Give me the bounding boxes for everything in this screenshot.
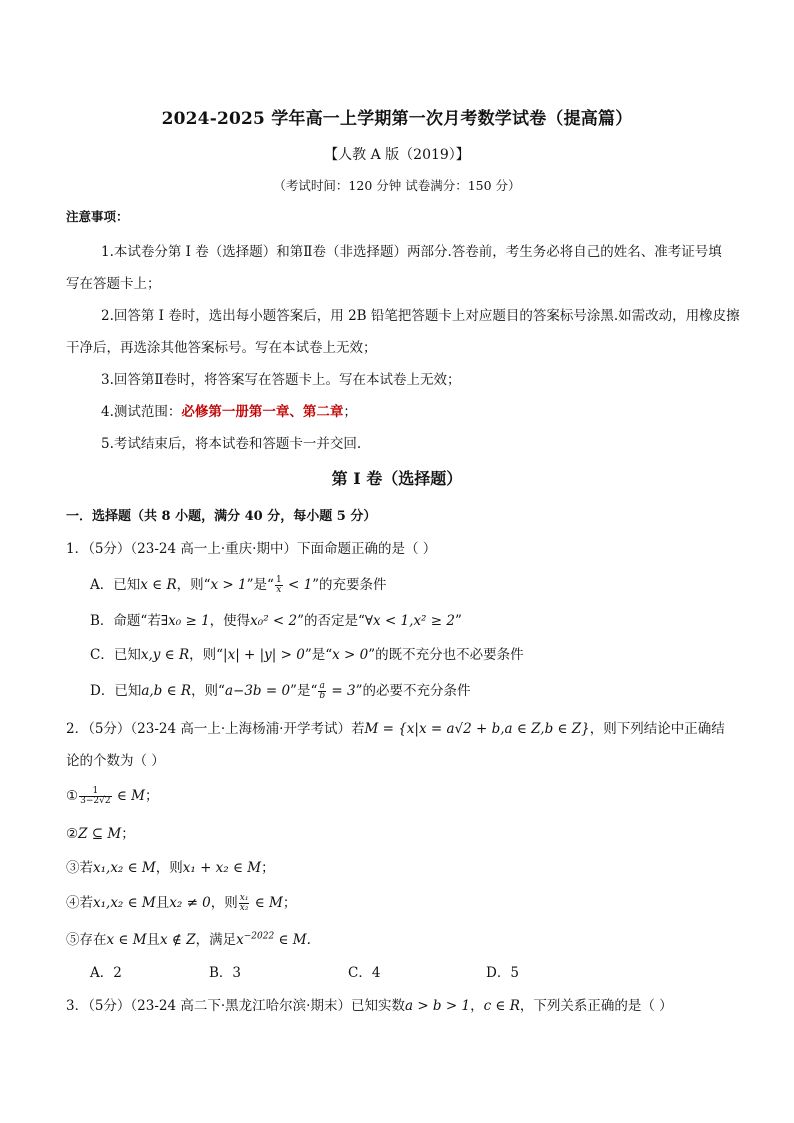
math: < 1 <box>283 577 313 593</box>
question-1-stem: 1．（5分）（23-24 高一上·重庆·期中）下面命题正确的是（ ） <box>66 541 437 557</box>
notice-item-2-line-2: 干净后，再选涂其他答案标号。写在本试卷上无效； <box>66 340 377 356</box>
question-2-statement-5 <box>66 928 311 948</box>
text: ； <box>261 860 275 876</box>
text: ”是“ <box>290 683 318 699</box>
exam-info: （考试时间：120 分钟 试卷满分：150 分） <box>273 178 521 193</box>
part-heading: 一．选择题（共 8 小题，满分 40 分，每小题 5 分） <box>66 509 377 524</box>
text: 且 <box>155 895 170 911</box>
math: x₀² < 2 <box>250 613 298 629</box>
text: A．已知 <box>90 577 141 593</box>
edition-label: 【人教 A 版（2019）】 <box>324 147 470 163</box>
text: ，则“ <box>189 647 224 663</box>
math: ∃x₀ ≥ 1 <box>160 613 210 629</box>
math: a > b > 1 <box>404 998 471 1014</box>
math: x ∉ Z <box>160 932 196 948</box>
notice-item-2-line-1: 2.回答第 I 卷时，选出每小题答案后，用 2B 铅笔把答题卡上对应题目的答案标号涂黑.如需改动，用橡皮擦 <box>101 308 740 324</box>
math: x₁ + x₂ ∈ M <box>182 860 262 876</box>
circled-number: ④ <box>66 895 80 911</box>
denominator: 3−2√2 <box>80 796 111 806</box>
text: 3．（5分）（23-24 高二下·黑龙江哈尔滨·期末）已知实数 <box>66 998 405 1014</box>
exam-title: 2024-2025 学年高一上学期第一次月考数学试卷（提高篇） <box>161 109 633 129</box>
question-2-choice-b: B．3 <box>209 965 242 981</box>
notice-item-4-prefix: 4.测试范围： <box>101 404 182 420</box>
fraction <box>318 682 326 701</box>
denominator: x₂ <box>239 903 249 913</box>
text: ”是“ <box>246 577 274 593</box>
math: a−3b = 0 <box>224 683 291 699</box>
math: ∀x < 1,x² ≥ 2 <box>364 613 455 629</box>
text: ； <box>121 826 135 842</box>
question-2-statement-3 <box>66 856 275 876</box>
text: 若 <box>79 860 93 876</box>
text: ， <box>470 998 484 1014</box>
fraction <box>239 894 250 913</box>
denominator: b <box>319 691 326 701</box>
question-1-option-a <box>90 573 387 595</box>
text: ，下列关系正确的是（ ） <box>519 998 673 1014</box>
text: C．已知 <box>90 647 141 663</box>
notice-heading: 注意事项： <box>66 209 129 224</box>
question-3-stem <box>66 994 673 1014</box>
text: ，则 <box>155 860 183 876</box>
circled-number: ① <box>66 788 79 804</box>
fraction <box>79 787 111 806</box>
text: ，则 <box>210 895 238 911</box>
math: = 3 <box>327 683 356 699</box>
text: 2．（5分）（23-24 高一上·上海杨浦·开学考试）若 <box>66 721 365 737</box>
text: ，满足 <box>195 932 237 948</box>
section-title: 第 I 卷（选择题） <box>331 469 463 488</box>
notice-item-1-line-1: 1.本试卷分第 I 卷（选择题）和第Ⅱ卷（非选择题）两部分.答卷前，考生务必将自己的姓名、准考证号填 <box>101 244 722 260</box>
math: ∈ M. <box>274 932 311 948</box>
notice-item-4 <box>101 400 357 420</box>
question-2-choice-d: D．5 <box>486 965 519 981</box>
math: x₁,x₂ ∈ M <box>93 860 156 876</box>
text: ”是“ <box>304 647 333 663</box>
text: ； <box>144 788 159 804</box>
math: x > 0 <box>332 647 369 663</box>
math: x ∈ R <box>140 577 177 593</box>
notice-item-4-suffix: ； <box>343 404 357 420</box>
question-2-choice-a: A．2 <box>90 965 122 981</box>
math: ∈ M <box>112 788 145 804</box>
text: ”的既不充分也不必要条件 <box>368 647 524 663</box>
exponent: −2022 <box>243 931 275 942</box>
math: x₁,x₂ ∈ M <box>93 895 156 911</box>
circled-number: ⑤ <box>66 932 80 948</box>
math: M = {x|x = a√2 + b,a ∈ Z,b ∈ Z} <box>364 721 590 737</box>
text: ”的必要不充分条件 <box>355 683 471 699</box>
text: ”的充要条件 <box>312 577 387 593</box>
question-2-statement-2 <box>66 822 135 842</box>
numerator: 1 <box>79 787 111 797</box>
math: a,b ∈ R <box>141 683 192 699</box>
numerator: x₁ <box>239 893 249 903</box>
notice-item-1-line-2: 写在答题卡上； <box>66 276 161 292</box>
text: ，则下列结论中正确结 <box>589 721 725 737</box>
math: x <box>236 932 244 948</box>
notice-item-5: 5.考试结束后，将本试卷和答题卡一并交回. <box>101 436 362 452</box>
circled-number: ② <box>66 826 79 842</box>
test-range: 必修第一册第一章、第二章 <box>181 404 344 420</box>
text: 且 <box>146 932 161 948</box>
math: Z ⊆ M <box>78 826 122 842</box>
text: B．命题“若 <box>90 613 161 629</box>
text: ”的否定是“ <box>297 613 365 629</box>
question-2-stem-line-2: 论的个数为（ ） <box>66 753 165 769</box>
text: 若 <box>79 895 93 911</box>
text: ” <box>454 613 462 629</box>
denominator: x <box>276 585 282 595</box>
text: 存在 <box>79 932 107 948</box>
math: x₂ ≠ 0 <box>169 895 211 911</box>
question-2-choice-c: C．4 <box>348 965 381 981</box>
math: c ∈ R <box>483 998 520 1014</box>
text: D．已知 <box>90 683 142 699</box>
question-1-option-b <box>90 609 462 629</box>
question-1-option-c <box>90 643 524 663</box>
math: x ∈ M <box>106 932 147 948</box>
text: ，使得 <box>209 613 251 629</box>
notice-item-3: 3.回答第Ⅱ卷时，将答案写在答题卡上。写在本试卷上无效； <box>101 372 461 388</box>
question-2-statement-1 <box>66 784 158 806</box>
math: ∈ M <box>250 895 283 911</box>
text: ，则“ <box>176 577 211 593</box>
numerator: a <box>319 681 325 691</box>
question-1-option-d <box>90 679 471 701</box>
question-2-statement-4 <box>66 891 296 913</box>
text: ； <box>282 895 297 911</box>
fraction <box>275 576 283 595</box>
question-2-stem-line-1 <box>66 717 725 737</box>
math: |x| + |y| > 0 <box>223 647 305 663</box>
text: ，则“ <box>191 683 225 699</box>
math: x > 1 <box>210 577 247 593</box>
numerator: 1 <box>275 575 282 585</box>
circled-number: ③ <box>66 860 80 876</box>
math: x,y ∈ R <box>140 647 190 663</box>
